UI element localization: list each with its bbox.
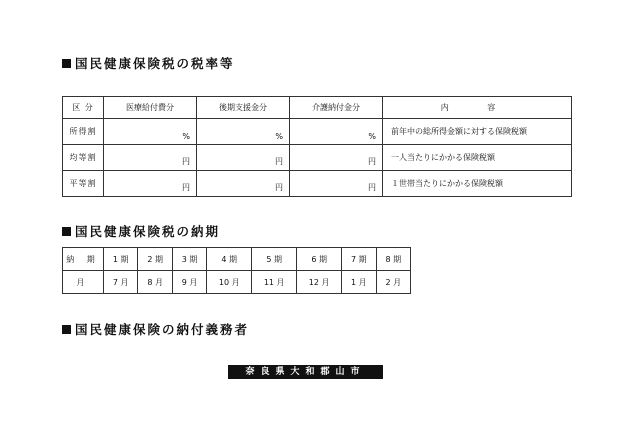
header-kind: 区 分 — [63, 97, 104, 119]
period-row — [63, 248, 411, 271]
care-value-cell: 円 — [290, 171, 383, 197]
month-cell: 10 月 — [207, 271, 252, 294]
tax-rate-table — [62, 96, 572, 197]
header-content: 内 容 — [383, 97, 572, 119]
period-cell: 5 期 — [252, 248, 297, 271]
care-value-cell: % — [290, 119, 383, 145]
month-cell: 7 月 — [104, 271, 138, 294]
table-row — [63, 119, 572, 145]
obligors-section-title: 国民健康保険の納付義務者 — [62, 320, 249, 338]
table-header-row — [63, 97, 572, 119]
medical-value-cell: % — [104, 119, 197, 145]
row-kind: 所得割 — [63, 119, 104, 145]
month-cell: 2 月 — [376, 271, 410, 294]
month-row — [63, 271, 411, 294]
table-row — [63, 145, 572, 171]
support-value-cell: % — [197, 119, 290, 145]
municipality-banner: 奈良県大和郡山市 — [228, 365, 383, 379]
row-kind: 平等割 — [63, 171, 104, 197]
header-elderly-support: 後期支援金分 — [197, 97, 290, 119]
payment-period-table — [62, 247, 411, 294]
care-value-cell: 円 — [290, 145, 383, 171]
month-cell: 12 月 — [297, 271, 342, 294]
month-row-label: 月 — [63, 271, 104, 294]
period-cell: 7 期 — [342, 248, 376, 271]
rates-section-title: 国民健康保険税の税率等 — [62, 54, 235, 72]
row-kind: 均等割 — [63, 145, 104, 171]
month-cell: 11 月 — [252, 271, 297, 294]
row-description: １世帯当たりにかかる保険税額 — [383, 171, 572, 197]
period-cell: 4 期 — [207, 248, 252, 271]
month-cell: 8 月 — [138, 271, 172, 294]
period-cell: 2 期 — [138, 248, 172, 271]
period-row-label: 納 期 — [63, 248, 104, 271]
period-cell: 1 期 — [104, 248, 138, 271]
row-description: 一人当たりにかかる保険税額 — [383, 145, 572, 171]
square-bullet-icon — [62, 325, 71, 334]
period-cell: 3 期 — [172, 248, 206, 271]
table-row — [63, 171, 572, 197]
row-description: 前年中の総所得金額に対する保険税額 — [383, 119, 572, 145]
medical-value-cell: 円 — [104, 171, 197, 197]
month-cell: 1 月 — [342, 271, 376, 294]
period-cell: 6 期 — [297, 248, 342, 271]
period-cell: 8 期 — [376, 248, 410, 271]
header-nursing-care: 介護納付金分 — [290, 97, 383, 119]
support-value-cell: 円 — [197, 171, 290, 197]
month-cell: 9 月 — [172, 271, 206, 294]
header-medical: 医療給付費分 — [104, 97, 197, 119]
square-bullet-icon — [62, 59, 71, 68]
medical-value-cell: 円 — [104, 145, 197, 171]
periods-section-title: 国民健康保険税の納期 — [62, 222, 220, 240]
square-bullet-icon — [62, 227, 71, 236]
support-value-cell: 円 — [197, 145, 290, 171]
